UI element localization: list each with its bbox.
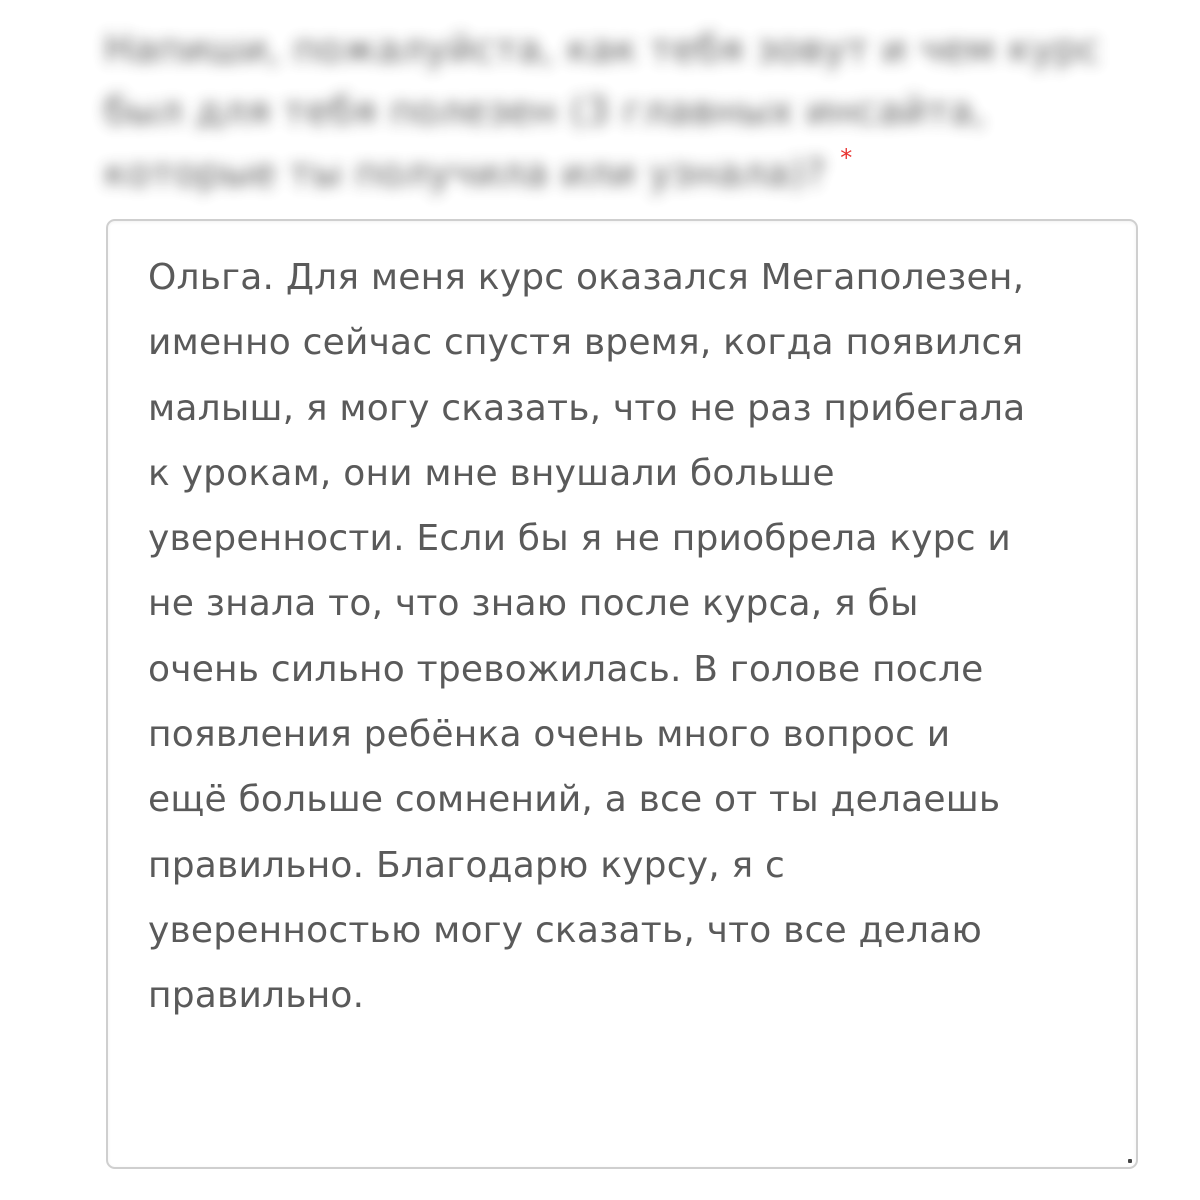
required-marker: * — [840, 144, 853, 172]
answer-text: Ольга. Для меня курс оказался Мегаполезен, именно сейчас спустя время, когда появился малыш, я могу сказать, что не раз прибегала к урокам, они мне внушали больше уверенности. Если бы я не приобрела курс и не знала то, что знаю после курса, я бы очень сильно тревожилась. В голове после появления ребёнка очень много вопрос и ещё больше сомнений, а все от ты делаешь правильно. Благодарю курсу, я с уверенностью могу сказать, что все делаю правильно. — [148, 257, 1026, 1017]
resize-handle-icon[interactable] — [1128, 1159, 1132, 1163]
question-text: Напиши, пожалуйста, как тебя зовут и чем курс был для тебя полезен (3 главных инсайта, которые ты получила или узнала)? — [104, 27, 1101, 195]
question-label — [104, 18, 1134, 198]
answer-textarea[interactable] — [106, 219, 1138, 1169]
